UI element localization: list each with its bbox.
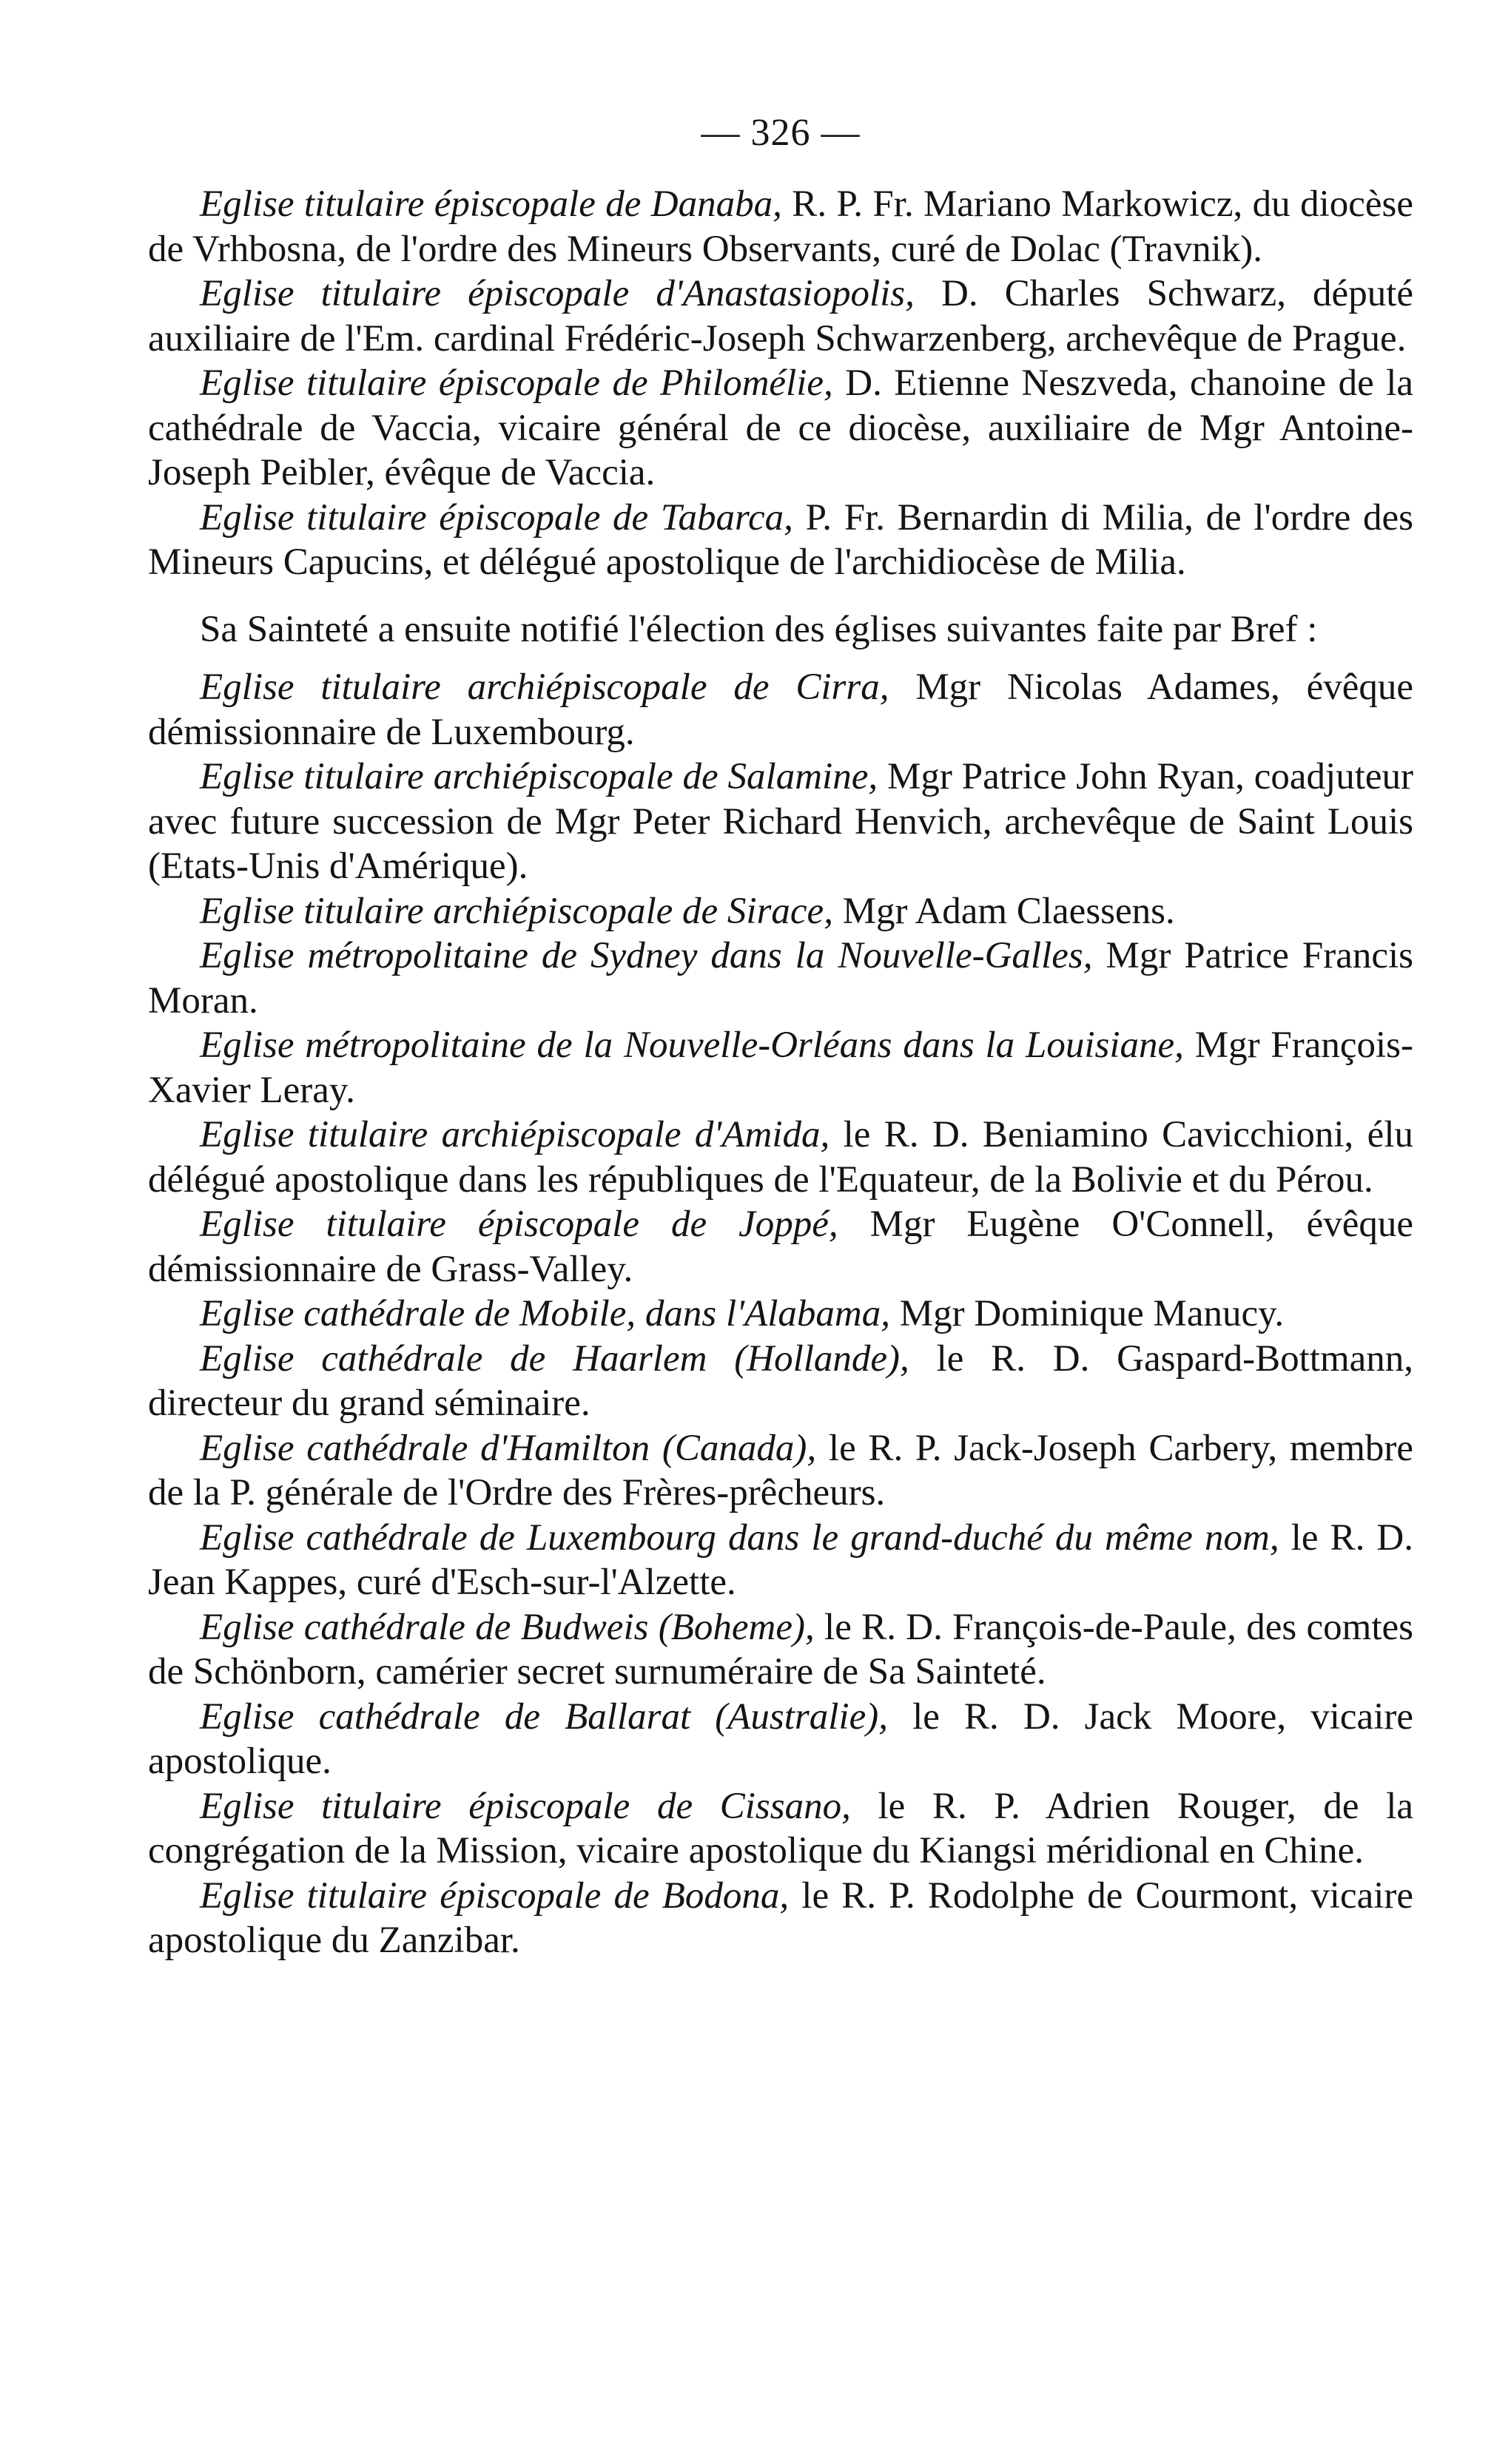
entry-title: Eglise titulaire épiscopale d'Anastasiopolis, <box>200 273 915 314</box>
entry-text: Mgr Adam Claessens. <box>832 890 1175 932</box>
entry-text: Mgr Patrice Francis Moran. <box>148 935 1414 1022</box>
entry-title: Eglise cathédrale de Luxembourg dans le grand-duché du même nom, <box>200 1516 1279 1559</box>
entry-text: Mgr Dominique Manucy. <box>890 1293 1285 1334</box>
page-number: — 326 — <box>701 112 861 154</box>
entry-budweis <box>148 1605 1413 1695</box>
entry-title: Eglise titulaire épiscopale de Bodona, <box>200 1874 790 1917</box>
entry-text: le R. P. Rodolphe de Courmont, vicaire apostolique du Zanzibar. <box>148 1874 1414 1961</box>
entry-text: Mgr Patrice John Ryan, coadjuteur avec future succession de Mgr Peter Richard Henvich, archevêque de Saint Louis (Etats-Unis d'Amérique). <box>148 756 1413 887</box>
entry-title: Eglise titulaire épiscopale de Tabarca, <box>200 496 793 539</box>
entry-title: Eglise cathédrale de Budweis (Boheme), <box>200 1606 815 1648</box>
entry-mobile <box>148 1292 1413 1337</box>
entry-nouvelle-orleans <box>148 1023 1413 1113</box>
entry-amida <box>148 1113 1413 1202</box>
entry-anastasiopolis <box>148 271 1413 361</box>
entry-title: Eglise titulaire épiscopale de Danaba, <box>200 183 782 225</box>
entry-text: le R. D. Jack Moore, vicaire apostolique. <box>148 1695 1413 1782</box>
entry-bodona <box>148 1874 1413 1963</box>
entry-title: Eglise titulaire archiépiscopale de Sirace, <box>200 890 833 932</box>
entry-sydney <box>148 934 1413 1023</box>
entry-title: Eglise titulaire archiépiscopale de Cirra, <box>200 666 889 708</box>
entry-title: Eglise titulaire épiscopale de Philomélie, <box>200 362 833 404</box>
entry-text: le R. P. Adrien Rouger, de la congrégation de la Mission, vicaire apostolique du Kiangsi méridional en Chine. <box>148 1785 1413 1871</box>
entry-title: Eglise cathédrale d'Hamilton (Canada), <box>200 1427 817 1469</box>
document-page <box>148 111 1413 2389</box>
entry-title: Eglise cathédrale de Haarlem (Hollande), <box>200 1337 909 1380</box>
intro-paragraph: Sa Sainteté a ensuite notifié l'élection des églises suivantes faite par Bref : <box>200 608 1318 650</box>
entry-title: Eglise titulaire archiépiscopale de Salamine, <box>200 756 878 797</box>
entry-title: Eglise titulaire archiépiscopale d'Amida, <box>200 1114 830 1155</box>
entry-luxembourg <box>148 1516 1413 1605</box>
entry-title: Eglise métropolitaine de la Nouvelle-Orléans dans la Louisiane, <box>200 1025 1184 1066</box>
entry-joppe <box>148 1202 1413 1292</box>
entry-title: Eglise titulaire épiscopale de Joppé, <box>200 1204 838 1245</box>
entry-title: Eglise cathédrale de Mobile, dans l'Alabama, <box>200 1293 890 1334</box>
entry-title: Eglise cathédrale de Ballarat (Australie), <box>200 1695 888 1738</box>
entry-text: Mgr François-Xavier Leray. <box>148 1025 1414 1111</box>
entry-text: R. P. Fr. Mariano Markowicz, du diocèse de Vrhbosna, de l'ordre des Mineurs Observants, curé de Dolac (Travnik). <box>148 183 1413 270</box>
entry-salamine <box>148 755 1413 889</box>
entry-sirace <box>148 889 1413 934</box>
entry-text: Mgr Nicolas Adames, évêque démissionnaire de Luxembourg. <box>148 666 1413 753</box>
entry-text: le R. D. Beniamino Cavicchioni, élu délégué apostolique dans les républiques de l'Equateur, de la Bolivie et du Pérou. <box>148 1114 1413 1201</box>
entry-text: D. Charles Schwarz, député auxiliaire de l'Em. cardinal Frédéric-Joseph Schwarzenberg, archevêque de Prague. <box>148 273 1413 360</box>
entry-text: le R. P. Jack-Joseph Carbery, membre de la P. générale de l'Ordre des Frères-prêcheurs. <box>148 1427 1413 1513</box>
entry-text: le R. D. François-de-Paule, des comtes de Schönborn, camérier secret surnuméraire de Sa Sainteté. <box>148 1606 1413 1692</box>
entry-hamilton <box>148 1426 1413 1516</box>
entry-text: D. Etienne Neszveda, chanoine de la cathédrale de Vaccia, vicaire général de ce diocèse, auxiliaire de Mgr Antoine-Joseph Peibler, évêque de Vaccia. <box>148 362 1413 493</box>
entry-philomelie <box>148 361 1413 496</box>
entry-tabarca <box>148 496 1413 585</box>
entry-cissano <box>148 1784 1413 1874</box>
entry-haarlem <box>148 1337 1413 1426</box>
entry-title: Eglise titulaire épiscopale de Cissano, <box>200 1785 851 1827</box>
entry-cirra <box>148 665 1413 755</box>
entry-text: P. Fr. Bernardin di Milia, de l'ordre des Mineurs Capucins, et délégué apostolique de l'archidiocèse de Milia. <box>148 496 1413 583</box>
entry-text: le R. D. Gaspard-Bottmann, directeur du grand séminaire. <box>148 1337 1413 1424</box>
entry-danaba <box>148 182 1413 271</box>
entry-text: le R. D. Jean Kappes, curé d'Esch-sur-l'Alzette. <box>148 1516 1413 1603</box>
entry-text: Mgr Eugène O'Connell, évêque démissionnaire de Grass-Valley. <box>148 1204 1413 1290</box>
entry-ballarat <box>148 1695 1413 1784</box>
entry-title: Eglise métropolitaine de Sydney dans la Nouvelle-Galles, <box>200 935 1093 976</box>
